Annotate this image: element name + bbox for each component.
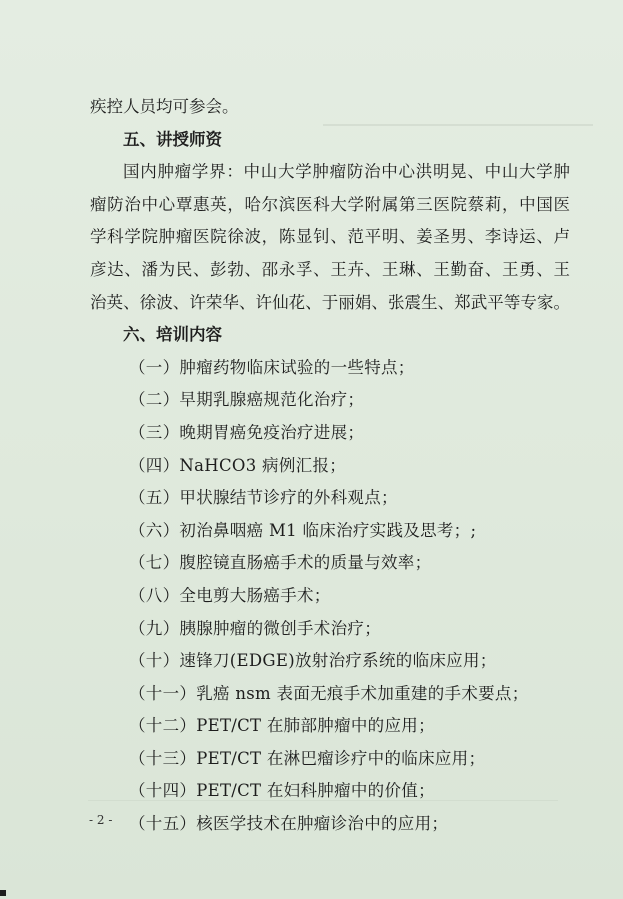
training-item: （十五）核医学技术在肿瘤诊治中的应用； [129,814,449,834]
document-body [90,91,570,841]
training-item: （十四）PET/CT 在妇科肿瘤中的价值； [129,781,435,801]
training-item: （五）甲状腺结节诊疗的外科观点； [129,488,398,508]
training-item: （三）晚期胃癌免疫治疗进展； [129,422,365,442]
training-item: （十二）PET/CT 在肺部肿瘤中的应用； [129,716,435,736]
section-heading-teachers: 五、讲授师资 [123,129,222,149]
scan-corner-mark [0,890,6,896]
teachers-line-2: 瘤防治中心覃惠英，哈尔滨医科大学附属第三医院蔡莉，中国医 [90,194,570,214]
paragraph-continuation: 疾控人员均可参会。 [90,97,239,116]
training-item: （四）NaHCO3 病例汇报； [129,455,347,475]
page-number: - 2 - [89,813,113,827]
section-heading-training: 六、培训内容 [123,325,222,345]
training-item: （二）早期乳腺癌规范化治疗； [129,390,365,410]
training-item: （十一）乳癌 nsm 表面无痕手术加重建的手术要点； [129,683,529,703]
training-item: （一）肿瘤药物临床试验的一些特点； [129,357,415,377]
teachers-line-4: 彦达、潘为民、彭勃、邵永孚、王卉、王琳、王勤奋、王勇、王 [90,259,570,279]
teachers-line-3: 学科学院肿瘤医院徐波，陈显钊、范平明、姜圣男、李诗运、卢 [90,227,570,247]
training-item: （九）胰腺肿瘤的微创手术治疗； [129,618,381,638]
training-item: （十）速锋刀(EDGE)放射治疗系统的临床应用； [129,651,497,671]
training-item: （六）初治鼻咽癌 M1 临床治疗实践及思考；; [129,520,477,540]
teachers-line-5: 治英、徐波、许荣华、许仙花、于丽娟、张震生、郑武平等专家。 [90,292,570,312]
training-item: （十三）PET/CT 在淋巴瘤诊疗中的临床应用； [129,748,486,768]
training-item: （八）全电剪大肠癌手术； [129,585,331,605]
teachers-line-1: 国内肿瘤学界：中山大学肿瘤防治中心洪明晃、中山大学肿 [123,162,570,182]
training-item: （七）腹腔镜直肠癌手术的质量与效率； [129,553,432,573]
